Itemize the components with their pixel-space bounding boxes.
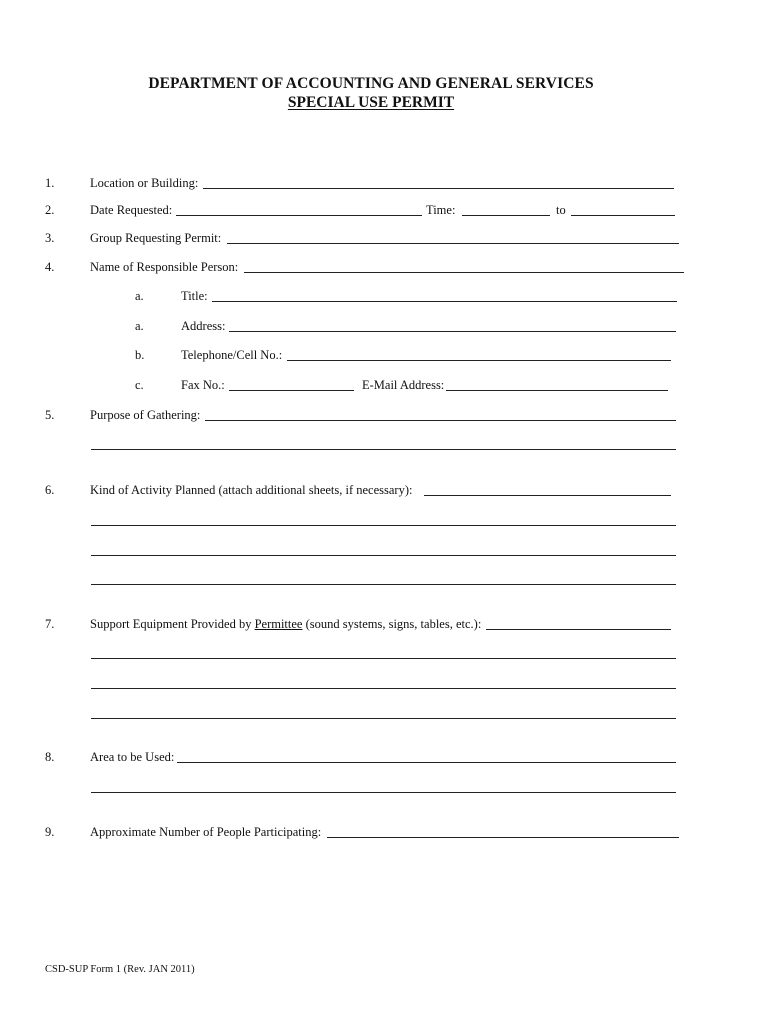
field-label: Kind of Activity Planned (attach additional sheets, if necessary): bbox=[90, 483, 413, 497]
field-number: 5. bbox=[45, 408, 55, 422]
field-label: Approximate Number of People Participating: bbox=[90, 825, 322, 839]
equipment-input-line[interactable] bbox=[486, 629, 671, 630]
field-date bbox=[0, 203, 770, 221]
telephone-input-line[interactable] bbox=[287, 360, 671, 361]
group-input-line[interactable] bbox=[227, 243, 679, 244]
field-label: Area to be Used: bbox=[90, 750, 175, 764]
form-header bbox=[0, 74, 742, 112]
field-number: 9. bbox=[45, 825, 55, 839]
time-label: Time: bbox=[426, 203, 456, 217]
title-input-line[interactable] bbox=[212, 301, 677, 302]
fax-label: Fax No.: bbox=[181, 378, 225, 392]
field-letter: a. bbox=[135, 289, 144, 303]
field-label: Address: bbox=[181, 319, 226, 333]
purpose-extra-line[interactable] bbox=[91, 449, 676, 450]
field-label: Name of Responsible Person: bbox=[90, 260, 239, 274]
field-label: Group Requesting Permit: bbox=[90, 231, 222, 245]
field-address bbox=[0, 319, 770, 337]
field-title bbox=[0, 289, 770, 307]
field-telephone bbox=[0, 348, 770, 366]
field-equipment bbox=[0, 617, 770, 635]
field-label bbox=[90, 617, 481, 632]
form-title: SPECIAL USE PERMIT bbox=[287, 94, 455, 111]
field-letter: b. bbox=[135, 348, 145, 362]
label-text: Support Equipment Provided by bbox=[90, 617, 255, 631]
time-end-input-line[interactable] bbox=[571, 215, 675, 216]
activity-extra-line[interactable] bbox=[91, 584, 676, 585]
location-input-line[interactable] bbox=[203, 188, 674, 189]
responsible-person-input-line[interactable] bbox=[244, 272, 684, 273]
field-area bbox=[0, 750, 770, 768]
purpose-input-line[interactable] bbox=[205, 420, 676, 421]
field-label: Purpose of Gathering: bbox=[90, 408, 201, 422]
field-purpose bbox=[0, 408, 770, 426]
field-label: Date Requested: bbox=[90, 203, 173, 217]
field-fax-email bbox=[0, 378, 770, 396]
area-input-line[interactable] bbox=[177, 762, 676, 763]
field-number: 1. bbox=[45, 176, 55, 190]
field-activity bbox=[0, 483, 770, 501]
field-letter: c. bbox=[135, 378, 144, 392]
address-input-line[interactable] bbox=[229, 331, 676, 332]
field-location bbox=[0, 176, 770, 194]
label-text: (sound systems, signs, tables, etc.): bbox=[302, 617, 482, 631]
department-title: DEPARTMENT OF ACCOUNTING AND GENERAL SERVICES bbox=[148, 75, 594, 92]
field-number: 8. bbox=[45, 750, 55, 764]
form-code: CSD-SUP Form 1 (Rev. JAN 2011) bbox=[45, 964, 195, 975]
field-label: Telephone/Cell No.: bbox=[181, 348, 283, 362]
email-input-line[interactable] bbox=[446, 390, 668, 391]
to-label: to bbox=[556, 203, 566, 217]
activity-input-line[interactable] bbox=[424, 495, 671, 496]
activity-extra-line[interactable] bbox=[91, 555, 676, 556]
field-number: 2. bbox=[45, 203, 55, 217]
fax-input-line[interactable] bbox=[229, 390, 354, 391]
email-label: E-Mail Address: bbox=[362, 378, 445, 392]
equipment-extra-line[interactable] bbox=[91, 688, 676, 689]
field-number: 6. bbox=[45, 483, 55, 497]
area-extra-line[interactable] bbox=[91, 792, 676, 793]
field-label: Location or Building: bbox=[90, 176, 199, 190]
field-number: 3. bbox=[45, 231, 55, 245]
equipment-extra-line[interactable] bbox=[91, 658, 676, 659]
field-responsible-person bbox=[0, 260, 770, 278]
date-input-line[interactable] bbox=[176, 215, 422, 216]
field-participants bbox=[0, 825, 770, 843]
time-start-input-line[interactable] bbox=[462, 215, 550, 216]
permittee-term: Permittee bbox=[254, 617, 303, 631]
field-number: 7. bbox=[45, 617, 55, 631]
field-label: Title: bbox=[181, 289, 208, 303]
field-number: 4. bbox=[45, 260, 55, 274]
equipment-extra-line[interactable] bbox=[91, 718, 676, 719]
field-group bbox=[0, 231, 770, 249]
participants-input-line[interactable] bbox=[327, 837, 679, 838]
activity-extra-line[interactable] bbox=[91, 525, 676, 526]
field-letter: a. bbox=[135, 319, 144, 333]
